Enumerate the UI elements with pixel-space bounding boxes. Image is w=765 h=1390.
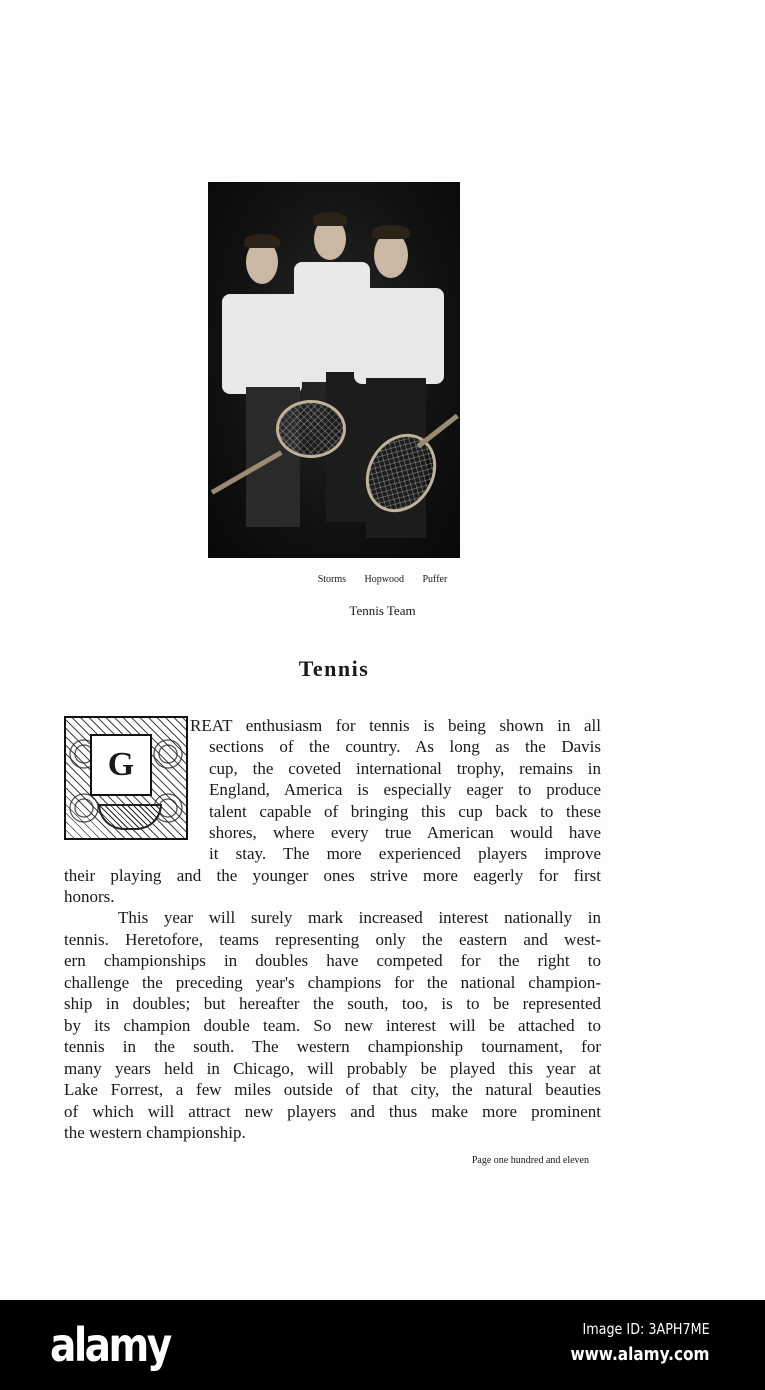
text-line: their playing and the younger ones strive more eagerly for first xyxy=(64,865,601,885)
alamy-logo: alamy xyxy=(50,1318,170,1372)
text-line: talent capable of bringing this cup back to these xyxy=(209,801,601,821)
text-line: the western championship. xyxy=(64,1123,246,1142)
text-line: honors. xyxy=(64,887,115,907)
photo-names xyxy=(0,574,765,585)
text-line: challenge the preceding year's champions for the national champion- xyxy=(64,972,601,992)
article-title: Tennis xyxy=(298,656,370,681)
text-line: tennis in the south. The western championship tournament, for xyxy=(64,1037,601,1056)
name-storms: Storms xyxy=(317,574,347,585)
text-line: it stay. The more experienced players improve xyxy=(209,844,601,864)
text-line: by its champion double team. So new interest will be attached to xyxy=(64,1015,601,1035)
text-line: This year will surely mark increased interest nationally in xyxy=(118,908,601,927)
site-url: www.alamy.com xyxy=(571,1344,710,1365)
text-line: of which will attract new players and thus make more prominent xyxy=(64,1101,601,1121)
image-id: Image ID: 3APH7ME xyxy=(582,1320,710,1338)
photo-caption: Tennis Team xyxy=(349,603,416,618)
text-line: shores, where every true American would have xyxy=(209,823,601,842)
ornamental-drop-cap xyxy=(64,716,188,840)
text-line: England, America is especially eager to produce xyxy=(209,780,601,800)
text-line: sections of the country. As long as the Davis xyxy=(209,737,601,757)
text-line: many years held in Chicago, will probably be played this year at xyxy=(64,1058,601,1078)
page-number: Page one hundred and eleven xyxy=(471,1155,589,1166)
name-hopwood: Hopwood xyxy=(364,574,404,585)
name-puffer: Puffer xyxy=(422,574,448,585)
watermark-footer xyxy=(0,1300,765,1390)
text-line: REAT enthusiasm for tennis is being shown in all xyxy=(190,716,601,735)
text-line: cup, the coveted international trophy, remains in xyxy=(209,758,601,778)
tennis-team-photo xyxy=(208,182,460,558)
text-line: tennis. Heretofore, teams representing only the eastern and west- xyxy=(64,929,601,949)
basket-ornament-icon xyxy=(98,804,162,830)
text-line: ern championships in doubles have competed for the right to xyxy=(64,951,601,970)
text-line: Lake Forrest, a few miles outside of that city, the natural beauties xyxy=(64,1080,601,1099)
drop-cap-letter: G xyxy=(90,734,152,796)
text-line: ship in doubles; but hereafter the south, too, is to be represented xyxy=(64,994,601,1013)
